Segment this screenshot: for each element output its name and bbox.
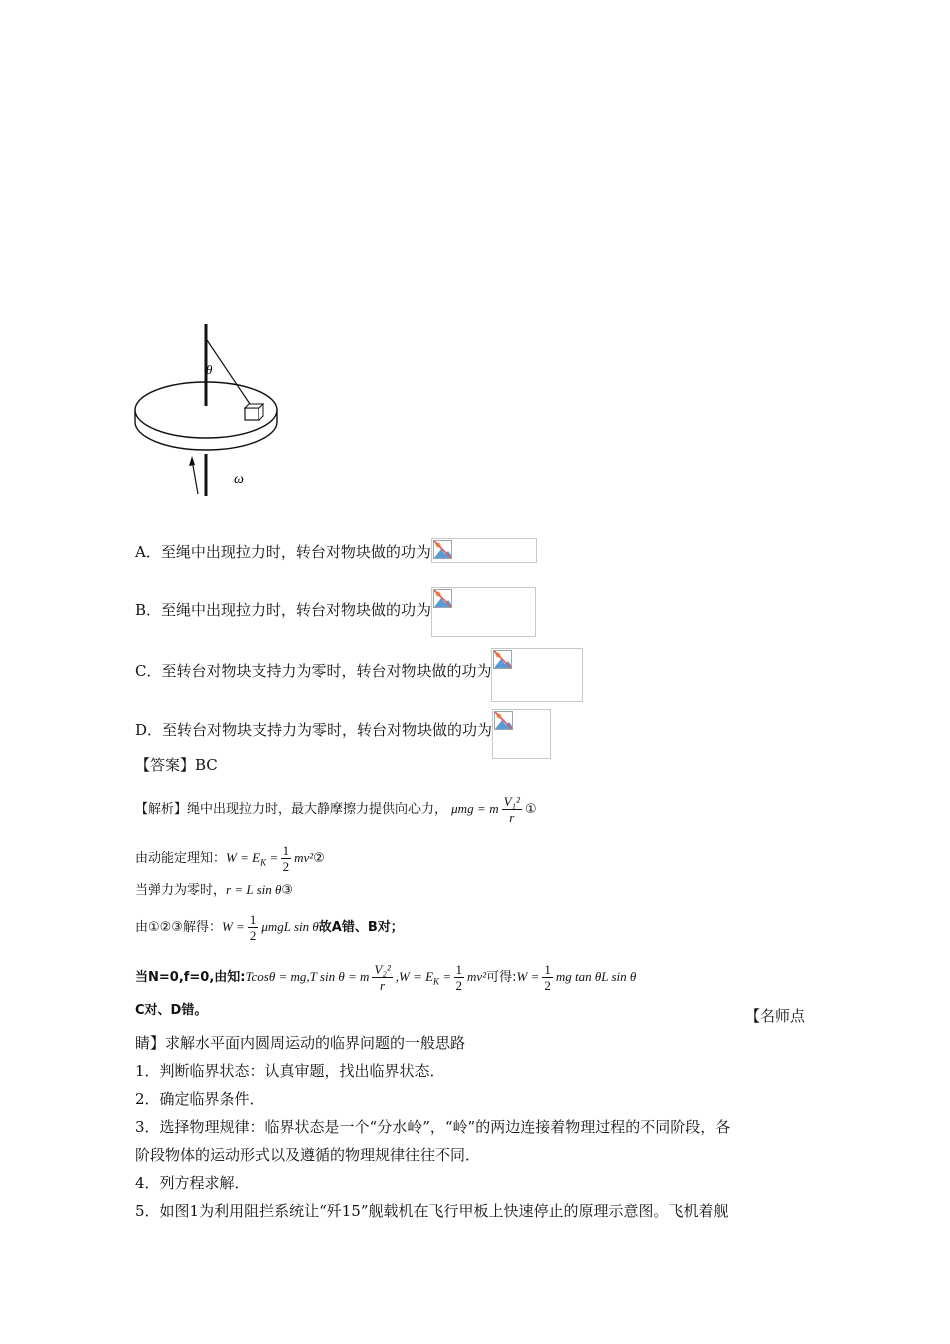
broken-image-icon bbox=[433, 540, 452, 559]
analysis-line-4: 由①②③解得：W = $\frac{1}{2}$ μmgL sin θ故A错、B对； bbox=[135, 912, 404, 943]
option-b-text: B．至绳中出现拉力时，转台对物块做的功为 bbox=[135, 601, 432, 619]
theta-label: θ bbox=[206, 362, 213, 377]
fraction: $\frac{1}{2}$ bbox=[282, 843, 290, 874]
option-c bbox=[135, 648, 583, 702]
turntable-figure bbox=[130, 320, 290, 500]
tips-item-1: 1．判断临界状态：认真审题，找出临界状态． bbox=[135, 1062, 445, 1080]
tips-item-2: 2．确定临界条件． bbox=[135, 1090, 265, 1108]
rotation-arrow-head bbox=[189, 456, 195, 466]
omega-label: ω bbox=[234, 472, 244, 487]
option-d-image bbox=[492, 709, 551, 759]
tips-tag-part2: 睛】 bbox=[135, 1034, 166, 1052]
broken-image-icon bbox=[493, 650, 512, 669]
option-b-image bbox=[431, 587, 536, 637]
option-a-text: A．至绳中出现拉力时，转台对物块做的功为 bbox=[135, 543, 431, 561]
fraction: $\frac{1}{2}$ bbox=[455, 962, 463, 993]
option-b bbox=[135, 587, 536, 637]
fraction: $\frac{\text{V₂²}}{r}$ bbox=[374, 962, 391, 993]
analysis-line-3: 当弹力为零时，r = L sin θ③ bbox=[135, 882, 294, 898]
option-a bbox=[135, 538, 537, 563]
broken-image-icon bbox=[433, 589, 452, 608]
option-c-image bbox=[491, 648, 583, 702]
analysis-line-6: C对、D错。 bbox=[135, 1003, 208, 1018]
analysis-line-5: 当N=0,f=0,由知:Tcosθ = mg,T sin θ = m $\frac{\text{V₂²}}{r}$ $,W = E_K$ = $\frac{1}{2}$ mv²可得:W = $\frac{1}{2}$ mg tan θL sin θ bbox=[135, 962, 637, 993]
tips-title: 求解水平面内圆周运动的临界问题的一般思路 bbox=[165, 1034, 466, 1052]
analysis-line-1: 【解析】绳中出现拉力时，最大静摩擦力提供向心力， μmg = m $\frac{\text{V₁²}}{r}$ ① bbox=[135, 794, 537, 825]
tips-item-5: 5．如图1为利用阻拦系统让“歼15”舰载机在飞行甲板上快速停止的原理示意图。飞机着舰 bbox=[135, 1202, 729, 1220]
broken-image-icon bbox=[494, 711, 513, 730]
option-a-image bbox=[431, 538, 537, 563]
option-c-text: C．至转台对物块支持力为零时，转台对物块做的功为 bbox=[135, 662, 492, 680]
tips-tag-part1: 【名师点 bbox=[745, 1007, 806, 1025]
fraction: $\frac{1}{2}$ bbox=[544, 962, 551, 993]
tips-item-3: 3．选择物理规律：临界状态是一个“分水岭”，“岭”的两边连接着物理过程的不同阶段，各 bbox=[135, 1118, 731, 1136]
tips-item-3-cont: 阶段物体的运动形式以及遵循的物理规律往往不同． bbox=[135, 1146, 481, 1164]
option-d-text: D．至转台对物块支持力为零时，转台对物块做的功为 bbox=[135, 721, 493, 739]
tips-item-4: 4．列方程求解． bbox=[135, 1174, 250, 1192]
answer: 【答案】BC bbox=[135, 756, 218, 774]
block bbox=[245, 408, 259, 420]
tips-heading bbox=[135, 1032, 465, 1054]
option-d bbox=[135, 709, 551, 759]
fraction: $\frac{1}{2}$ bbox=[249, 912, 257, 943]
fraction: $\frac{\text{V₁²}}{r}$ bbox=[503, 794, 520, 825]
analysis-line-2: 由动能定理知：$W = E_K$ = $\frac{1}{2}$ mv²② bbox=[135, 843, 325, 874]
